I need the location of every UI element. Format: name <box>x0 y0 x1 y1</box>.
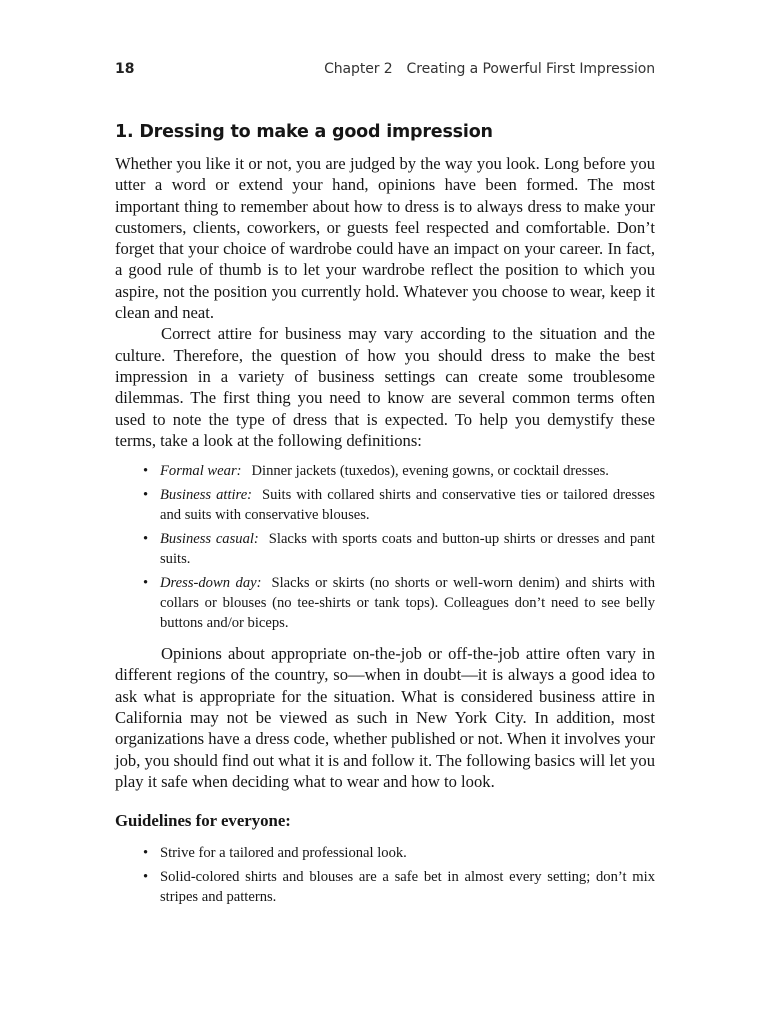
guideline-text: Solid-colored shirts and blouses are a safe bet in almost every setting; don’t mix stripes and patterns. <box>160 869 655 906</box>
bullet-icon: • <box>143 575 149 592</box>
page-content <box>115 120 655 917</box>
guideline-text: Strive for a tailored and professional look. <box>160 845 407 862</box>
guidelines-heading: Guidelines for everyone: <box>115 811 291 831</box>
definition-term: Formal wear: <box>160 463 242 480</box>
definitions-list <box>115 461 655 633</box>
definition-term: Business casual: <box>160 531 259 548</box>
definition-text: Suits with collared shirts and conservative ties or tailored dresses and suits with conservative blouses. <box>160 487 655 524</box>
bullet-icon: • <box>143 463 149 480</box>
paragraph-regional: Opinions about appropriate on-the-job or off-the-job attire often vary in different regions of the country, so—when in doubt—it is always a good idea to ask what is appropriate for the situation. What is considered business attire in California may not be viewed as such in New York City. In addition, most organizations have a dress code, whether published or not. When it involves your job, you should find out what it is and follow it. The following basics will let you play it safe when deciding what to wear and how to look. <box>115 644 655 791</box>
definition-text: Slacks or skirts (no shorts or well-worn denim) and shirts with collars or blouses (no tee-shirts or tank tops). Colleagues don’t need to see belly buttons and/or biceps. <box>160 575 655 632</box>
chapter-heading <box>324 61 655 77</box>
bullet-icon: • <box>143 531 149 548</box>
chapter-number: Chapter 2 <box>324 61 393 77</box>
definition-text: Dinner jackets (tuxedos), evening gowns, or cocktail dresses. <box>251 463 609 480</box>
chapter-title: Creating a Powerful First Impression <box>406 61 655 77</box>
guideline-item <box>143 867 655 907</box>
guidelines-list <box>115 843 655 907</box>
definition-item-dress-down-day <box>143 573 655 633</box>
definition-item-business-attire <box>143 485 655 525</box>
paragraph-attire: Correct attire for business may vary according to the situation and the culture. Therefore, the question of how you should dress to make the best impression in a variety of business settings can create some troublesome dilemmas. The first thing you need to know are several common terms often used to note the type of dress that is expected. To help you demystify these terms, take a look at the following definitions: <box>115 324 655 450</box>
bullet-icon: • <box>143 487 149 504</box>
definition-text: Slacks with sports coats and button-up shirts or dresses and pant suits. <box>160 531 655 568</box>
definition-item-formal-wear <box>143 461 655 481</box>
section-heading: 1. Dressing to make a good impression <box>115 122 493 142</box>
page-number: 18 <box>115 61 135 77</box>
paragraph-intro: Whether you like it or not, you are judged by the way you look. Long before you utter a word or extend your hand, opinions have been formed. The most important thing to remember about how to dress is to always dress to make your customers, clients, coworkers, or guests feel respected and comfortable. Don’t forget that your choice of wardrobe could have an impact on your career. In fact, a good rule of thumb is to let your wardrobe reflect the position to which you aspire, not the position you currently hold. Whatever you choose to wear, keep it clean and neat. <box>115 154 655 323</box>
bullet-icon: • <box>143 869 149 886</box>
running-head <box>115 61 655 81</box>
bullet-icon: • <box>143 845 149 862</box>
definition-item-business-casual <box>143 529 655 569</box>
definition-term: Dress-down day: <box>160 575 262 592</box>
definition-term: Business attire: <box>160 487 253 504</box>
guideline-item <box>143 843 655 863</box>
